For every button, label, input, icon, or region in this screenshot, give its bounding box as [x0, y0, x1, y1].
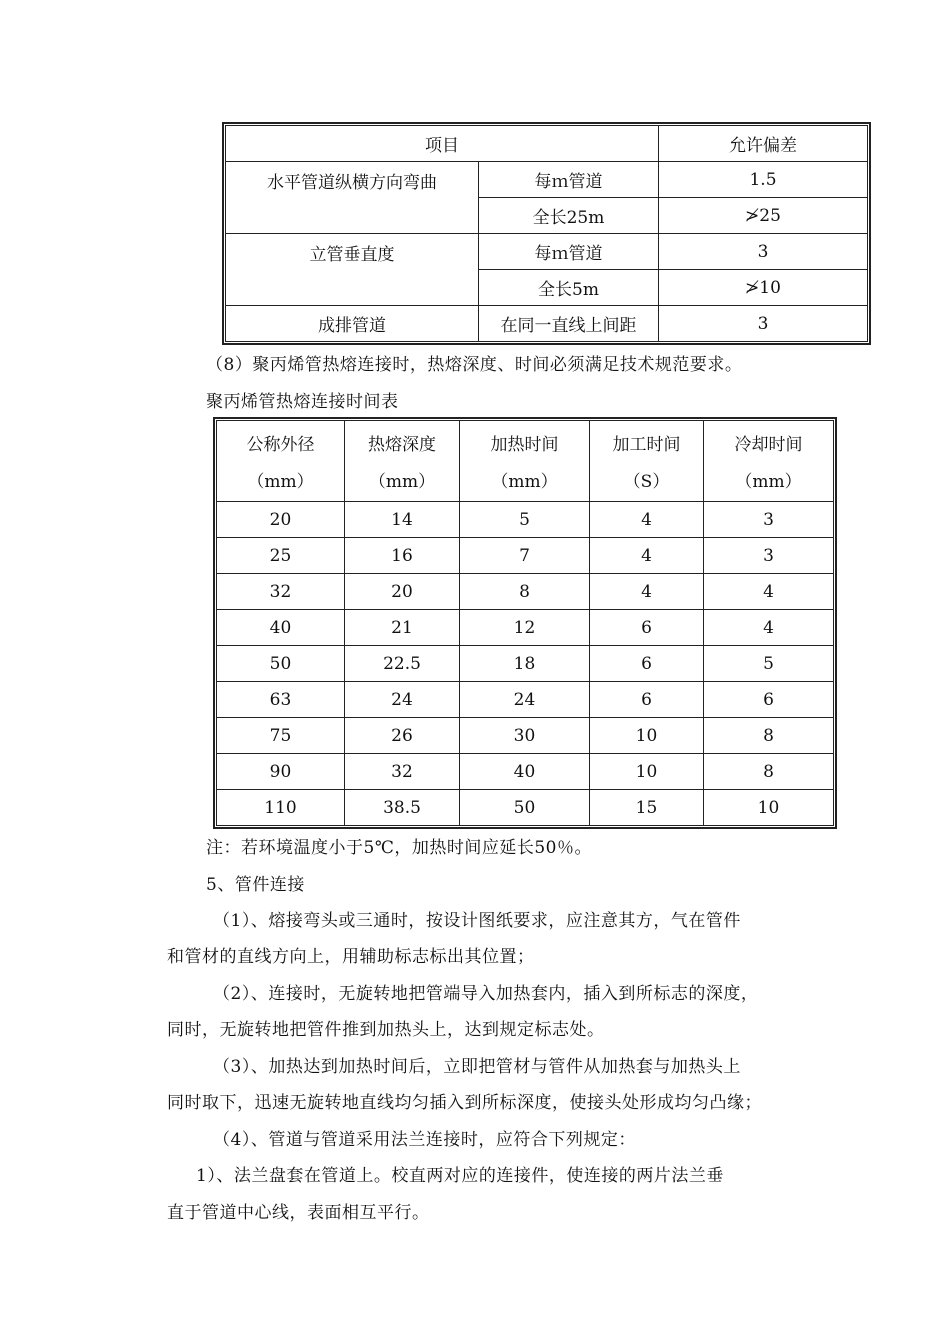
header-cell	[460, 421, 590, 502]
table-cell: 24	[460, 682, 590, 718]
header-name: 加热时间	[490, 435, 559, 455]
table-cell: 75	[217, 718, 345, 754]
table-row	[217, 754, 834, 790]
header-unit: （mm）	[735, 472, 802, 492]
body-line: （1）、熔接弯头或三通时，按设计图纸要求，应注意其方，气在管件	[213, 911, 741, 931]
table-row	[217, 502, 834, 538]
header-item: 项目	[226, 126, 659, 162]
table-cell: 8	[704, 754, 834, 790]
row-sub-label: 每ｍ管道	[479, 162, 659, 198]
table-cell: 4	[590, 538, 704, 574]
table-cell: 4	[590, 502, 704, 538]
row-value: ≯10	[659, 270, 868, 306]
table-cell: 7	[460, 538, 590, 574]
header-unit: （mm）	[491, 472, 558, 492]
fusion-time-table	[216, 420, 834, 826]
header-cell	[590, 421, 704, 502]
row-value: 3	[659, 306, 868, 342]
table-cell: 22.5	[345, 646, 460, 682]
header-cell	[704, 421, 834, 502]
header-name: 冷却时间	[734, 435, 803, 455]
table-header-row	[226, 126, 868, 162]
row-value: 3	[659, 234, 868, 270]
header-name: 公称外径	[246, 435, 315, 455]
table-cell: 6	[704, 682, 834, 718]
body-line: （2）、连接时，无旋转地把管端导入加热套内，插入到所标志的深度，	[213, 984, 759, 1004]
table-cell: 16	[345, 538, 460, 574]
table-cell: 50	[217, 646, 345, 682]
table-row	[217, 610, 834, 646]
table-cell: 20	[345, 574, 460, 610]
table-cell: 12	[460, 610, 590, 646]
table-cell: 24	[345, 682, 460, 718]
table-cell: 10	[590, 718, 704, 754]
table-row	[226, 306, 868, 342]
table-cell: 8	[460, 574, 590, 610]
table-cell: 5	[460, 502, 590, 538]
table-row	[217, 790, 834, 826]
header-name: 热熔深度	[368, 435, 436, 455]
table-caption: 聚丙烯管热熔连接时间表	[206, 392, 399, 412]
table-cell: 3	[704, 538, 834, 574]
table-cell: 4	[704, 574, 834, 610]
table-cell: 18	[460, 646, 590, 682]
table-cell: 6	[590, 682, 704, 718]
table-cell: 20	[217, 502, 345, 538]
row-group-label: 立管垂直度	[226, 234, 479, 306]
table-row	[226, 162, 868, 198]
table-cell: 5	[704, 646, 834, 682]
body-line: 同时取下，迅速无旋转地直线均匀插入到所标深度，使接头处形成均匀凸缘；	[167, 1093, 762, 1113]
table-row	[217, 574, 834, 610]
header-name: 加工时间	[612, 435, 681, 455]
table-cell: 6	[590, 646, 704, 682]
table-header-row	[217, 421, 834, 502]
table-note: 注：若环境温度小于5℃，加热时间应延长50％。	[206, 838, 592, 858]
row-sub-label: 每ｍ管道	[479, 234, 659, 270]
table-cell: 40	[460, 754, 590, 790]
header-unit: （S）	[623, 472, 670, 492]
table-cell: 30	[460, 718, 590, 754]
row-group-label: 水平管道纵横方向弯曲	[226, 162, 479, 234]
row-value: 1.5	[659, 162, 868, 198]
table-row	[217, 538, 834, 574]
table-cell: 8	[704, 718, 834, 754]
table-cell: 4	[590, 574, 704, 610]
header-cell	[345, 421, 460, 502]
table-cell: 10	[590, 754, 704, 790]
header-unit: （mm）	[368, 472, 436, 492]
table-cell: 3	[704, 502, 834, 538]
table-row	[217, 718, 834, 754]
body-line: 和管材的直线方向上，用辅助标志标出其位置；	[167, 947, 535, 967]
table-row	[226, 234, 868, 270]
table-row	[217, 682, 834, 718]
body-line: （3）、加热达到加热时间后，立即把管材与管件从加热套与加热头上	[213, 1057, 741, 1077]
row-sub-label: 在同一直线上间距	[479, 306, 659, 342]
table-cell: 26	[345, 718, 460, 754]
table-cell: 6	[590, 610, 704, 646]
tolerance-table	[225, 125, 868, 342]
table-cell: 10	[704, 790, 834, 826]
table-cell: 38.5	[345, 790, 460, 826]
body-line: 1）、法兰盘套在管道上。校直两对应的连接件，使连接的两片法兰垂	[196, 1166, 724, 1186]
table-row	[217, 646, 834, 682]
body-line: 直于管道中心线，表面相互平行。	[167, 1203, 430, 1223]
body-line: （4）、管道与管道采用法兰连接时，应符合下列规定：	[213, 1130, 636, 1150]
row-value: ≯25	[659, 198, 868, 234]
table-cell: 25	[217, 538, 345, 574]
table-cell: 21	[345, 610, 460, 646]
table-cell: 50	[460, 790, 590, 826]
row-sub-label: 全长5m	[479, 270, 659, 306]
section-heading: 5、管件连接	[206, 875, 305, 895]
table-cell: 90	[217, 754, 345, 790]
table-cell: 14	[345, 502, 460, 538]
table-cell: 63	[217, 682, 345, 718]
body-line: 同时，无旋转地把管件推到加热头上，达到规定标志处。	[167, 1020, 605, 1040]
table-cell: 40	[217, 610, 345, 646]
table-cell: 32	[217, 574, 345, 610]
paragraph-8: （8）聚丙烯管热熔连接时，热熔深度、时间必须满足技术规范要求。	[206, 355, 743, 375]
table-cell: 15	[590, 790, 704, 826]
row-sub-label: 全长25m	[479, 198, 659, 234]
header-unit: （mm）	[247, 472, 314, 492]
header-tolerance: 允许偏差	[659, 126, 868, 162]
table-cell: 110	[217, 790, 345, 826]
header-cell	[217, 421, 345, 502]
row-group-label: 成排管道	[226, 306, 479, 342]
table-cell: 4	[704, 610, 834, 646]
table-cell: 32	[345, 754, 460, 790]
